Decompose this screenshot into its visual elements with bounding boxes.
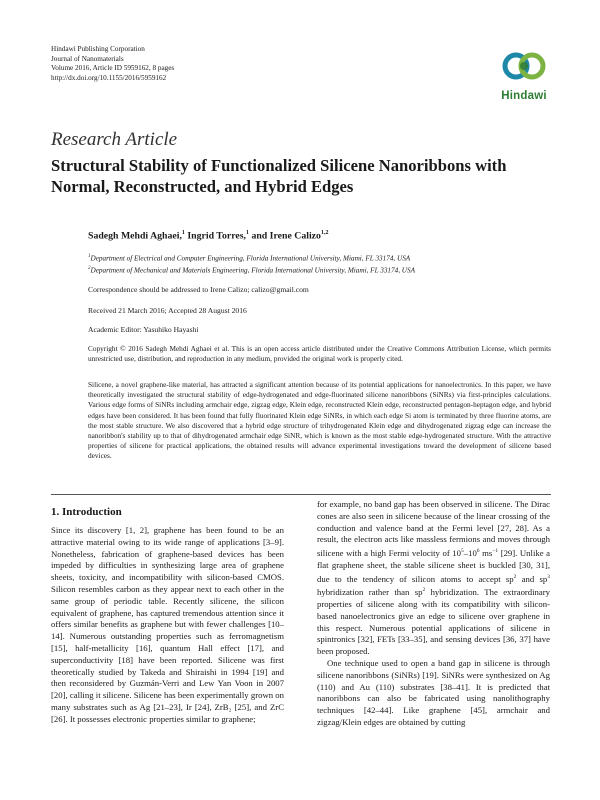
publisher-name: Hindawi Publishing Corporation xyxy=(51,45,145,53)
academic-editor: Academic Editor: Yasuhiko Hayashi xyxy=(88,325,199,334)
author-affil-mark: 1 xyxy=(181,230,185,236)
affiliation-text: Department of Mechanical and Materials Engineering, Florida International University, Miami, FL 33174, USA xyxy=(90,266,415,275)
superscript: 5 xyxy=(461,548,464,555)
author-name: Sadegh Mehdi Aghaei, xyxy=(88,230,182,242)
correspondence-note: Correspondence should be addressed to Irene Calizo; calizo@gmail.com xyxy=(88,285,309,294)
volume-info: Volume 2016, Article ID 5959162, 8 pages xyxy=(51,64,175,73)
article-dates: Received 21 March 2016; Accepted 28 August 2016 xyxy=(88,306,247,315)
superscript: 3 xyxy=(547,573,550,580)
superscript: 6 xyxy=(476,548,480,555)
article-type: Research Article xyxy=(51,129,178,150)
hindawi-wordmark: Hindawi xyxy=(501,90,547,102)
superscript: 2 xyxy=(422,587,426,594)
author-name: Ingrid Torres, xyxy=(187,230,246,242)
text-run: and sp xyxy=(516,573,548,584)
affiliation-mark: 2 xyxy=(88,265,91,271)
doi-link[interactable]: http://dx.doi.org/10.1155/2016/5959162 xyxy=(51,73,167,82)
affiliations xyxy=(88,252,415,276)
body-paragraph: Since its discovery [1, 2], graphene has been found to be an attractive material owing to its wide range of applications [3–9]. Nonetheless, fabrication of graphene-based devices has been impeded by difficulties in synthesizing large area of graphene sheets, toxicity, and incompatibility with silicon-based CMOS. Silicon resembles carbon as they appear next to each other in the same group of periodic table. Recently silicene, the silicon equivalent of graphene, has captured tremendous attention since it offers similar benefits as graphene but with fewer challenges [10–14]. Numerous outstanding properties such as ferromagnetism [15], half-metallicity [16], quantum Hall effect [17], and superconductivity [18] have been reported. Silicene was first theoretically studied by Takeda and Shiraishi in 1994 [19] and then reconsidered by Guzmán-Verri and Lew Yan Voon in 2007 [20], calling it silicene. Silicene has been experimentally grown on many substrates such as Ag [21–23], Ir [24], ZrB₂ [25], and ZrC [26]. It possesses electronic properties similar to graphene; xyxy=(51,525,284,724)
abstract: Silicene, a novel graphene-like material, has attracted a significant attention because of its potential applications for nanoelectronics. In this paper, we have theoretically investigated the structural stability of edge-hydrogenated and edge-fluorinated silicene nanoribbons (SiNRs) via first-principles calculations. Various edge forms of SiNRs including armchair edge, zigzag edge, Klein edge, reconstructed Klein edge, reconstructed pentagon-heptagon edge, and hybrid edges have been considered. It has been found that fully fluorinated Klein edge SiNRs, in which each edge Si atom is terminated by three fluorine atoms, are the most stable structure. We also discovered that a hybrid edge structure of trihydrogenated Klein edge and dihydrogenated zigzag edge can increase the nanoribbon's stability up to that of dihydrogenated armchair edge SiNR, which is known as the most stable edge-hydrogenated structure. With the attractive properties of silicene for practical applications, the obtained results will advance experimental investigations toward the development of silicene based devices. xyxy=(88,380,551,461)
author-affil-mark: 1,2 xyxy=(320,230,329,236)
title-line: Normal, Reconstructed, and Hybrid Edges xyxy=(51,177,354,196)
body-paragraph xyxy=(317,499,550,658)
affiliation-mark: 1 xyxy=(88,254,91,259)
author-affil-mark: 1 xyxy=(245,230,249,236)
superscript: 2 xyxy=(513,573,517,580)
copyright-notice: Copyright © 2016 Sadegh Mehdi Aghaei et al. This is an open access article distributed under the Creative Commons Attribution License, which permits unrestricted use, distribution, and reproduction in any medium, provided the original work is properly cited. xyxy=(88,344,551,364)
body-column-left xyxy=(51,525,284,726)
text-run: hybridization. The extraordinary properties of silicene along with its compatibility with silicon-based nanoelectronics give an edge to silicene over graphene in this respect. Numerous potential applications of silicene in spintronics [32], FETs [33–35], and sensing devices [36, 37] have been proposed. xyxy=(317,587,550,657)
journal-name: Journal of Nanomaterials xyxy=(51,54,124,63)
text-run: ms xyxy=(479,548,493,559)
affiliation-item xyxy=(88,264,415,276)
affiliation-text: Department of Electrical and Computer Engineering, Florida International University, Miami, FL 33174, USA xyxy=(90,254,411,263)
text-run: –10 xyxy=(463,548,477,559)
publication-header xyxy=(51,45,174,83)
section-divider xyxy=(51,494,551,495)
text-run: [29]. Unlike a flat graphene sheet, the stable silicene sheet is buckled [30, 31], due to the tendency of silicon atoms to accept sp xyxy=(317,548,550,584)
body-column-right xyxy=(317,499,550,729)
text-run: hybridization rather than sp xyxy=(317,587,423,598)
body-paragraph: One technique used to open a band gap in silicene is through silicene nanoribbons (SiNRs) [19]. SiNRs were synthesized on Ag (110) and Au (110) substrates [38–41]. It is predicted that nanoribbons can also be fabricated using nanolithography techniques [42–44]. Like graphene [45], armchair and zigzag/Klein edges are obtained by cutting xyxy=(317,658,550,728)
superscript: −1 xyxy=(492,548,499,555)
author-name: and Irene Calizo xyxy=(251,230,321,242)
text-run: for example, no band gap has been observed in silicene. The Dirac cones are also seen in silicene because of the linear crossing of the conduction and valence band at the Fermi level [27, 28]. As a result, the electron acts like massless fermions and moves through silicene with a high Fermi velocity of 10 xyxy=(317,499,550,559)
author-list xyxy=(88,230,328,241)
section-heading: 1. Introduction xyxy=(51,506,122,518)
title-line: Structural Stability of Functionalized Silicene Nanoribbons with xyxy=(51,156,507,175)
article-title xyxy=(51,155,551,197)
affiliation-item xyxy=(88,252,415,264)
